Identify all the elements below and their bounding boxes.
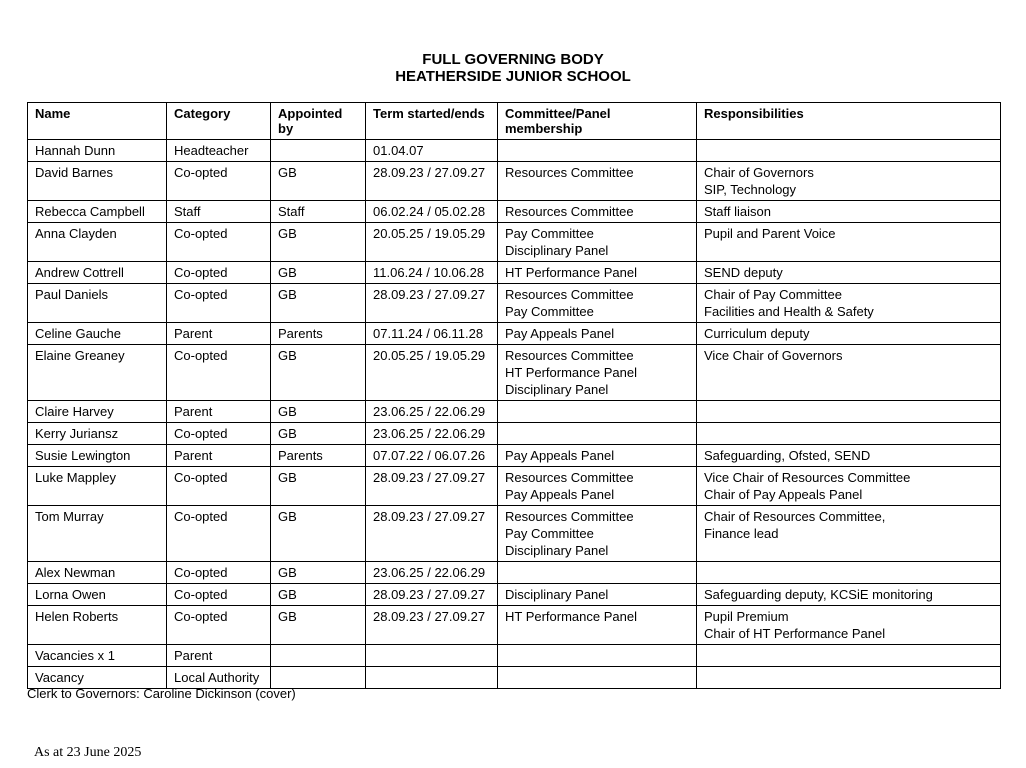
committee-line: Pay Appeals Panel [505,487,615,502]
cell-term: 28.09.23 / 27.09.27 [366,506,498,562]
table-header-row [28,103,1001,140]
cell-appointed-by: GB [271,284,366,323]
cell-category: Parent [167,323,271,345]
cell-name: Helen Roberts [28,606,167,645]
col-header-category: Category [167,103,271,140]
responsibility-line: Safeguarding deputy, KCSiE monitoring [704,587,933,602]
table-row [28,423,1001,445]
cell-appointed-by: Parents [271,445,366,467]
cell-term: 11.06.24 / 10.06.28 [366,262,498,284]
cell-committee [498,423,697,445]
cell-category: Co-opted [167,345,271,401]
cell-term: 06.02.24 / 05.02.28 [366,201,498,223]
committee-line: Pay Appeals Panel [505,448,615,463]
cell-category: Co-opted [167,606,271,645]
cell-responsibilities [697,223,1001,262]
cell-committee [498,345,697,401]
cell-category: Parent [167,401,271,423]
cell-appointed-by: GB [271,506,366,562]
cell-category: Co-opted [167,423,271,445]
table-row [28,506,1001,562]
cell-term: 28.09.23 / 27.09.27 [366,584,498,606]
cell-term: 23.06.25 / 22.06.29 [366,562,498,584]
cell-committee [498,584,697,606]
cell-responsibilities [697,645,1001,667]
cell-category: Co-opted [167,506,271,562]
cell-term: 01.04.07 [366,140,498,162]
cell-category: Local Authority [167,667,271,689]
cell-name: Tom Murray [28,506,167,562]
cell-term [366,667,498,689]
col-header-committee: Committee/Panel membership [498,103,697,140]
cell-committee [498,284,697,323]
table-body [28,140,1001,689]
cell-appointed-by: GB [271,223,366,262]
clerk-note: Clerk to Governors: Caroline Dickinson (cover) [27,686,296,701]
table-row [28,467,1001,506]
cell-committee [498,562,697,584]
cell-name: Vacancies x 1 [28,645,167,667]
cell-term: 07.11.24 / 06.11.28 [366,323,498,345]
cell-name: Rebecca Campbell [28,201,167,223]
cell-committee [498,445,697,467]
committee-line: Pay Committee [505,226,594,241]
cell-committee [498,140,697,162]
cell-name: Kerry Juriansz [28,423,167,445]
cell-responsibilities [697,284,1001,323]
title-line-2: HEATHERSIDE JUNIOR SCHOOL [395,68,631,85]
committee-line: Pay Appeals Panel [505,326,615,341]
cell-committee [498,223,697,262]
col-header-appointed-by: Appointed by [271,103,366,140]
title-line-1: FULL GOVERNING BODY [422,51,604,68]
cell-appointed-by: GB [271,162,366,201]
responsibility-line: Vice Chair of Governors [704,348,843,363]
cell-committee [498,401,697,423]
committee-line: HT Performance Panel [505,609,637,624]
responsibility-line: Chair of Pay Appeals Panel [704,487,863,502]
cell-responsibilities [697,467,1001,506]
cell-responsibilities [697,445,1001,467]
cell-term: 28.09.23 / 27.09.27 [366,284,498,323]
cell-appointed-by: Parents [271,323,366,345]
cell-category: Co-opted [167,223,271,262]
table-row [28,584,1001,606]
cell-committee [498,201,697,223]
committee-line: Pay Committee [505,304,594,319]
col-header-term: Term started/ends [366,103,498,140]
cell-term: 28.09.23 / 27.09.27 [366,606,498,645]
committee-line: Disciplinary Panel [505,587,609,602]
table-row [28,262,1001,284]
table-row [28,401,1001,423]
cell-appointed-by: GB [271,262,366,284]
cell-name: Alex Newman [28,562,167,584]
cell-committee [498,645,697,667]
table-row [28,223,1001,262]
governors-table [27,102,1001,689]
cell-name: Susie Lewington [28,445,167,467]
cell-responsibilities [697,584,1001,606]
responsibility-line: Chair of HT Performance Panel [704,626,886,641]
cell-appointed-by: GB [271,467,366,506]
committee-line: HT Performance Panel [505,265,637,280]
cell-category: Co-opted [167,584,271,606]
cell-appointed-by: GB [271,606,366,645]
committee-line: Disciplinary Panel [505,243,609,258]
cell-category: Co-opted [167,467,271,506]
cell-category: Co-opted [167,262,271,284]
cell-responsibilities [697,140,1001,162]
cell-term [366,645,498,667]
cell-term: 23.06.25 / 22.06.29 [366,401,498,423]
responsibility-line: SIP, Technology [704,182,797,197]
table-row [28,606,1001,645]
committee-line: Disciplinary Panel [505,382,609,397]
cell-appointed-by: GB [271,345,366,401]
responsibility-line: Finance lead [704,526,779,541]
cell-term: 07.07.22 / 06.07.26 [366,445,498,467]
cell-category: Co-opted [167,562,271,584]
committee-line: Resources Committee [505,509,634,524]
responsibility-line: Chair of Pay Committee [704,287,842,302]
cell-responsibilities [697,262,1001,284]
cell-appointed-by: GB [271,562,366,584]
cell-committee [498,467,697,506]
responsibility-line: Pupil Premium [704,609,789,624]
cell-term: 20.05.25 / 19.05.29 [366,223,498,262]
cell-term: 20.05.25 / 19.05.29 [366,345,498,401]
col-header-name: Name [28,103,167,140]
as-at-date: As at 23 June 2025 [34,745,142,760]
cell-appointed-by [271,645,366,667]
responsibility-line: Chair of Governors [704,165,814,180]
table-row [28,345,1001,401]
cell-category: Co-opted [167,162,271,201]
cell-responsibilities [697,401,1001,423]
cell-responsibilities [697,562,1001,584]
cell-name: David Barnes [28,162,167,201]
responsibility-line: Safeguarding, Ofsted, SEND [704,448,871,463]
cell-term: 23.06.25 / 22.06.29 [366,423,498,445]
table-row [28,201,1001,223]
cell-responsibilities [697,606,1001,645]
committee-line: Resources Committee [505,287,634,302]
table-row [28,323,1001,345]
cell-name: Celine Gauche [28,323,167,345]
cell-term: 28.09.23 / 27.09.27 [366,467,498,506]
committee-line: Pay Committee [505,526,594,541]
table-row [28,562,1001,584]
cell-name: Paul Daniels [28,284,167,323]
cell-responsibilities [697,506,1001,562]
committee-line: HT Performance Panel [505,365,637,380]
cell-name: Lorna Owen [28,584,167,606]
cell-responsibilities [697,201,1001,223]
cell-category: Co-opted [167,284,271,323]
responsibility-line: Pupil and Parent Voice [704,226,836,241]
cell-name: Hannah Dunn [28,140,167,162]
cell-responsibilities [697,323,1001,345]
document-title [0,51,1026,85]
committee-line: Resources Committee [505,165,634,180]
responsibility-line: SEND deputy [704,265,783,280]
cell-name: Elaine Greaney [28,345,167,401]
cell-category: Headteacher [167,140,271,162]
table-row [28,140,1001,162]
cell-name: Anna Clayden [28,223,167,262]
responsibility-line: Curriculum deputy [704,326,810,341]
table-row [28,284,1001,323]
cell-appointed-by: GB [271,423,366,445]
responsibility-line: Staff liaison [704,204,771,219]
responsibility-line: Chair of Resources Committee, [704,509,886,524]
cell-appointed-by: Staff [271,201,366,223]
cell-name: Vacancy [28,667,167,689]
table-row [28,645,1001,667]
cell-appointed-by [271,140,366,162]
cell-responsibilities [697,162,1001,201]
cell-responsibilities [697,423,1001,445]
cell-responsibilities [697,345,1001,401]
cell-appointed-by: GB [271,584,366,606]
cell-appointed-by: GB [271,401,366,423]
cell-committee [498,323,697,345]
cell-category: Staff [167,201,271,223]
committee-line: Disciplinary Panel [505,543,609,558]
cell-term: 28.09.23 / 27.09.27 [366,162,498,201]
responsibility-line: Vice Chair of Resources Committee [704,470,911,485]
cell-committee [498,606,697,645]
cell-committee [498,667,697,689]
committee-line: Resources Committee [505,470,634,485]
cell-name: Andrew Cottrell [28,262,167,284]
cell-committee [498,506,697,562]
table-row [28,445,1001,467]
committee-line: Resources Committee [505,204,634,219]
cell-category: Parent [167,645,271,667]
cell-committee [498,262,697,284]
cell-category: Parent [167,445,271,467]
cell-committee [498,162,697,201]
table-row [28,162,1001,201]
cell-name: Claire Harvey [28,401,167,423]
cell-responsibilities [697,667,1001,689]
col-header-responsibilities: Responsibilities [697,103,1001,140]
responsibility-line: Facilities and Health & Safety [704,304,874,319]
cell-name: Luke Mappley [28,467,167,506]
committee-line: Resources Committee [505,348,634,363]
